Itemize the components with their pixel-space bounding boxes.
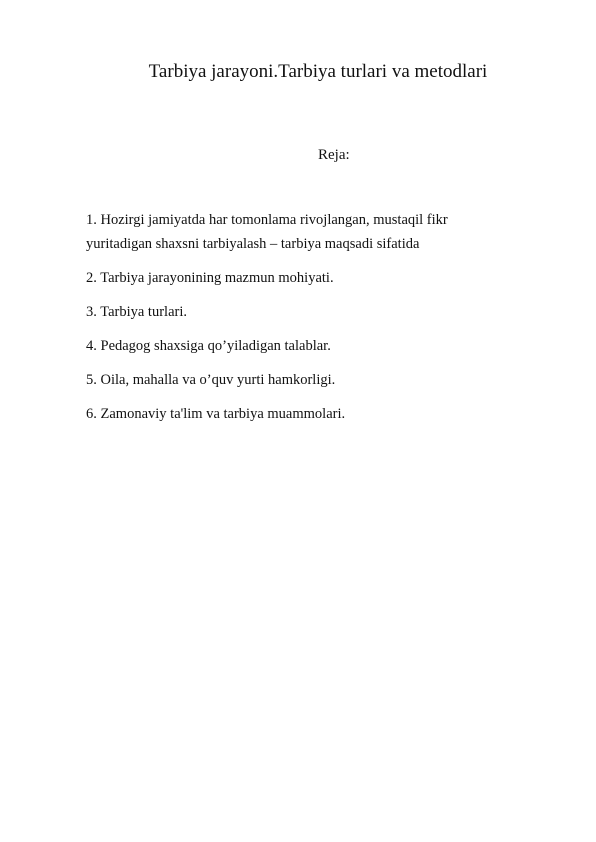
plan-item-4: 4. Pedagog shaxsiga qo’yiladigan talablar. bbox=[86, 338, 331, 354]
plan-item-1: 1. Hozirgi jamiyatda har tomonlama rivojlangan, mustaqil fikr yuritadigan shaxsni tarbiyalash – tarbiya maqsadi sifatida bbox=[86, 212, 448, 252]
plan-item-5: 5. Oila, mahalla va o’quv yurti hamkorligi. bbox=[86, 372, 336, 388]
plan-list bbox=[86, 208, 526, 436]
plan-item-3: 3. Tarbiya turlari. bbox=[86, 304, 187, 320]
plan-heading: Reja: bbox=[318, 147, 350, 163]
plan-item-6: 6. Zamonaviy ta'lim va tarbiya muammolari. bbox=[86, 406, 346, 422]
plan-item-2: 2. Tarbiya jarayonining mazmun mohiyati. bbox=[86, 270, 334, 286]
document-title: Tarbiya jarayoni.Tarbiya turlari va metodlari bbox=[148, 61, 488, 82]
